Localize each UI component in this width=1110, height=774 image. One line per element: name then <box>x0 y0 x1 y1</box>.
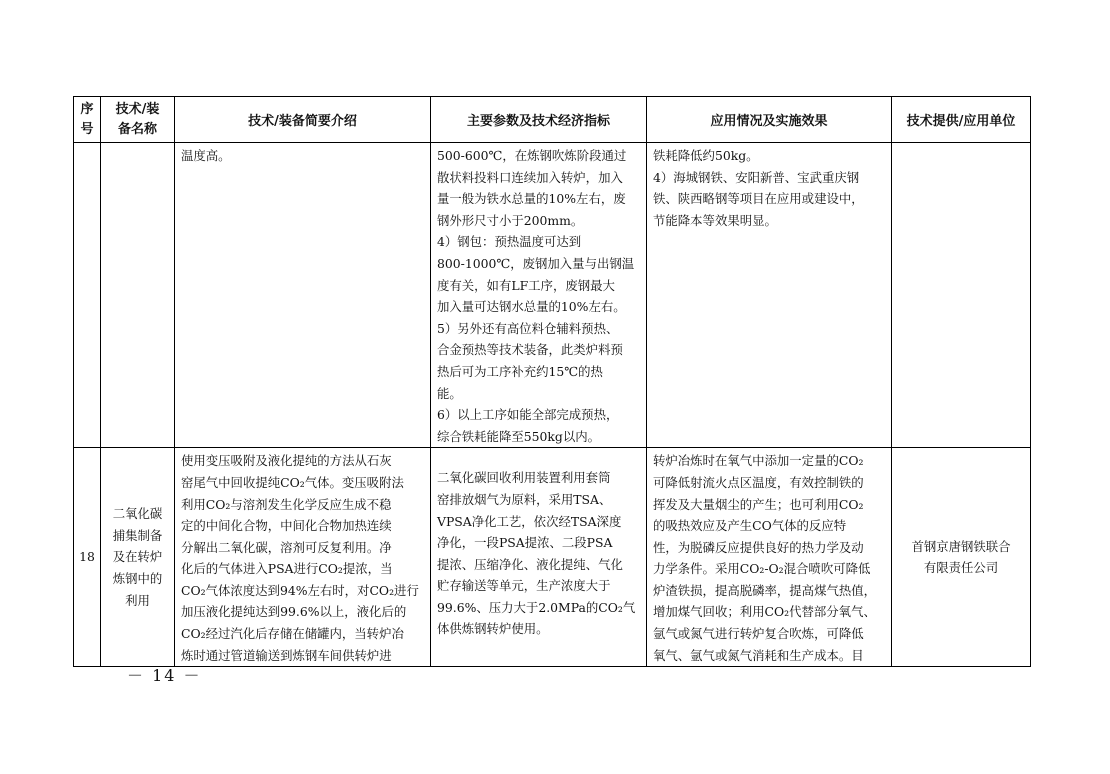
cell-effect: 铁耗降低约50kg。 4）海城钢铁、安阳新普、宝武重庆钢 铁、陕西略钢等项目在应用或建设中， 节能降本等效果明显。 <box>647 143 892 448</box>
header-seq: 序 号 <box>74 97 101 143</box>
cell-intro: 温度高。 <box>175 143 431 448</box>
cell-params: 500-600℃，在炼钢吹炼阶段通过 散状料投料口连续加入转炉，加入 量一般为铁水总量的10%左右，废 钢外形尺寸小于200mm。 4）钢包：预热温度可达到 800-1000℃，废钢加入量与出钢温 度有关，如有LF工序，废钢最大 加入量可达钢水总量的10%左右。 5）另外还有高位料仓辅料预热、 合金预热等技术装备，此类炉料预 热后可为工序补充约15℃的热 能。 6）以上工序如能全部完成预热， 综合铁耗能降至550kg以内。 <box>431 143 647 448</box>
cell-effect: 转炉冶炼时在氧气中添加一定量的CO₂ 可降低射流火点区温度，有效控制铁的 挥发及大量烟尘的产生；也可利用CO₂ 的吸热效应及产生CO气体的反应特 性，为脱磷反应提供良好的热力学及动 力学条件。采用CO₂-O₂混合喷吹可降低 炉渣铁损，提高脱磷率，提高煤气热值， 增加煤气回收；利用CO₂代替部分氧气、 氩气或氮气进行转炉复合吹炼，可降低 氧气、氩气或氮气消耗和生产成本。目 <box>647 448 892 667</box>
table-row <box>74 143 1031 448</box>
cell-intro: 使用变压吸附及液化提纯的方法从石灰 窑尾气中回收提纯CO₂气体。变压吸附法 利用CO₂与溶剂发生化学反应生成不稳 定的中间化合物，中间化合物加热连续 分解出二氧化碳，溶剂可反复利用。净 化后的气体进入PSA进行CO₂提浓，当 CO₂气体浓度达到94%左右时，对CO₂进行 加压液化提纯达到99.6%以上，液化后的 CO₂经过汽化后存储在储罐内，当转炉冶 炼时通过管道输送到炼钢车间供转炉进 <box>175 448 431 667</box>
cell-provider: 首钢京唐钢铁联合 有限责任公司 <box>892 448 1031 667</box>
cell-name: 二氧化碳 捕集制备 及在转炉 炼钢中的 利用 <box>101 448 175 667</box>
cell-name <box>101 143 175 448</box>
header-intro: 技术/装备简要介绍 <box>175 97 431 143</box>
page-number: － 14 － <box>127 666 202 685</box>
technology-table <box>73 96 1031 667</box>
header-effect: 应用情况及实施效果 <box>647 97 892 143</box>
table-row <box>74 448 1031 667</box>
cell-seq <box>74 143 101 448</box>
header-row <box>74 97 1031 143</box>
cell-provider <box>892 143 1031 448</box>
header-name: 技术/装 备名称 <box>101 97 175 143</box>
header-provider: 技术提供/应用单位 <box>892 97 1031 143</box>
cell-seq: 18 <box>74 448 101 667</box>
header-params: 主要参数及技术经济指标 <box>431 97 647 143</box>
cell-params: 二氧化碳回收利用装置利用套筒 窑排放烟气为原料，采用TSA、 VPSA净化工艺，依次经TSA深度 净化，一段PSA提浓、二段PSA 提浓、压缩净化、液化提纯、气化 贮存输送等单元，生产浓度大于 99.6%、压力大于2.0MPa的CO₂气 体供炼钢转炉使用。 <box>431 448 647 667</box>
